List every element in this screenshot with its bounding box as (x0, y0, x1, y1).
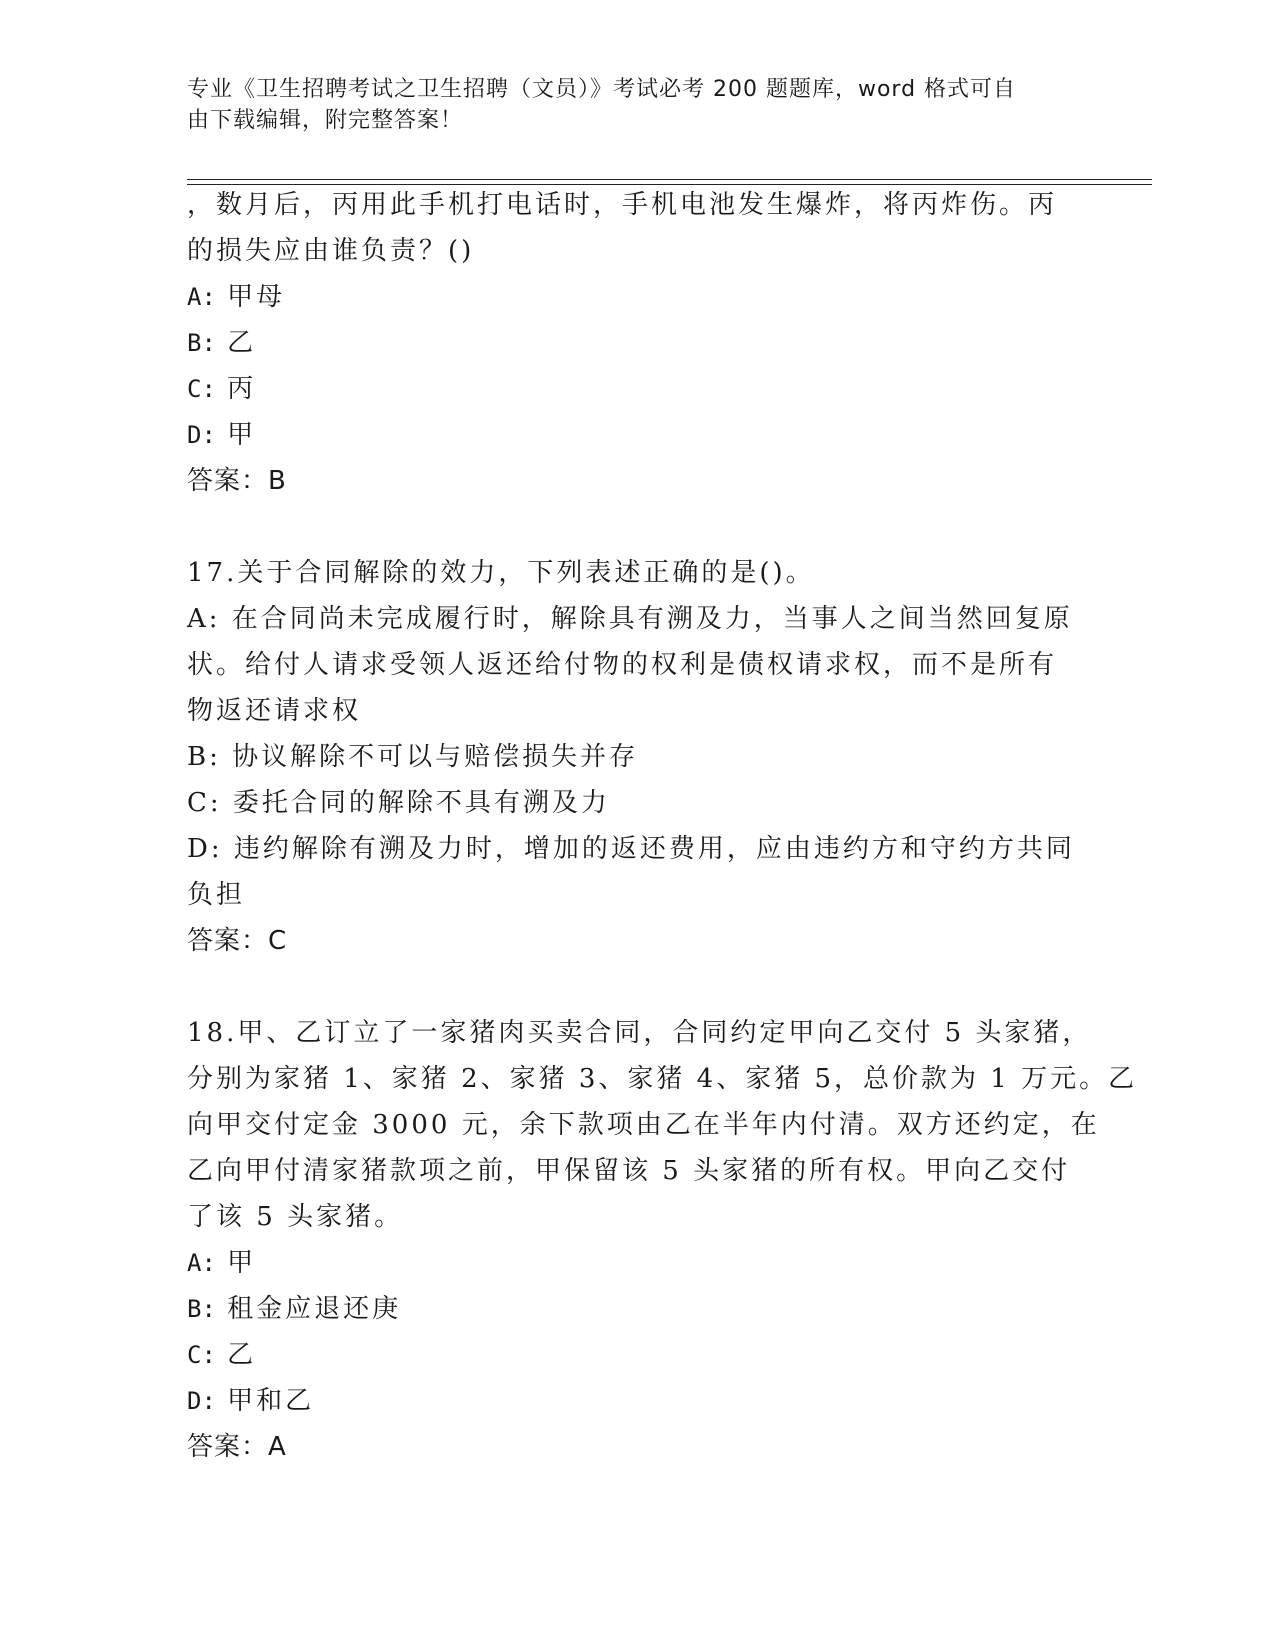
question-gap (187, 964, 1087, 1010)
option-letter: B: (187, 1295, 216, 1323)
option-letter: A: (187, 1249, 216, 1277)
question-17-option-c: C: 委托合同的解除不具有溯及力 (187, 788, 610, 818)
question-17-option-d-line-2: 负担 (187, 880, 246, 910)
option-letter: D: (187, 1387, 216, 1415)
question-18-option-d (187, 1378, 1087, 1424)
option-letter: C: (187, 1341, 216, 1369)
question-17-option-a-line-3: 物返还请求权 (187, 696, 362, 726)
question-17-option-a-line-2: 状。给付人请求受领人返还给付物的权利是债权请求权，而不是所有 (187, 650, 1058, 680)
option-text: 乙 (227, 1340, 257, 1370)
option-letter: A: (187, 283, 216, 311)
question-16-line-2: 的损失应由谁负责？() (187, 236, 475, 266)
option-text: 丙 (227, 374, 257, 404)
question-block-16 (187, 182, 1138, 1470)
question-18-line-5: 了该 5 头家猪。 (187, 1202, 404, 1232)
question-17-stem: 17.关于合同解除的效力，下列表述正确的是()。 (187, 558, 815, 588)
question-18-answer: 答案：A (187, 1432, 287, 1462)
question-17-answer: 答案：C (187, 926, 288, 956)
question-18-line-4: 乙向甲付清家猪款项之前，甲保留该 5 头家猪的所有权。甲向乙交付 (187, 1156, 1071, 1186)
question-16-option-d (187, 412, 1087, 458)
option-letter: D: (187, 421, 216, 449)
option-letter: C: (187, 375, 216, 403)
question-18-option-b (187, 1286, 1087, 1332)
option-text: 甲 (227, 1248, 257, 1278)
question-18-option-c (187, 1332, 1087, 1378)
question-18-line-1: 18.甲、乙订立了一家猪肉买卖合同，合同约定甲向乙交付 5 头家猪， (187, 1018, 1092, 1048)
question-16-option-b (187, 320, 1087, 366)
question-17-option-a-line-1: A: 在合同尚未完成履行时，解除具有溯及力，当事人之间当然回复原 (187, 604, 1073, 634)
header-line-2: 由下载编辑，附完整答案！ (187, 108, 464, 133)
question-gap (187, 504, 1087, 550)
header-divider-top (187, 179, 1152, 180)
document-header (187, 74, 1067, 136)
option-letter: B: (187, 329, 216, 357)
option-text: 甲 (227, 420, 257, 450)
question-17-option-d-line-1: D: 违约解除有溯及力时，增加的返还费用，应由违约方和守约方共同 (187, 834, 1075, 864)
question-17-option-b: B: 协议解除不可以与赔偿损失并存 (187, 742, 639, 772)
question-16-option-a (187, 274, 1087, 320)
question-18-option-a (187, 1240, 1087, 1286)
option-text: 甲母 (227, 282, 286, 312)
question-16-line-1: ，数月后，丙用此手机打电话时，手机电池发生爆炸，将丙炸伤。丙 (187, 190, 1058, 220)
question-16-answer: 答案：B (187, 466, 287, 496)
question-18-line-3: 向甲交付定金 3000 元，余下款项由乙在半年内付清。双方还约定，在 (187, 1110, 1100, 1140)
option-text: 乙 (227, 328, 257, 358)
option-text: 甲和乙 (227, 1386, 315, 1416)
option-text: 租金应退还庚 (227, 1294, 402, 1324)
question-16-option-c (187, 366, 1087, 412)
question-18-line-2: 分别为家猪 1、家猪 2、家猪 3、家猪 4、家猪 5，总价款为 1 万元。乙 (187, 1064, 1138, 1094)
header-line-1: 专业《卫生招聘考试之卫生招聘（文员）》考试必考 200 题题库，word 格式可自 (187, 77, 1017, 102)
